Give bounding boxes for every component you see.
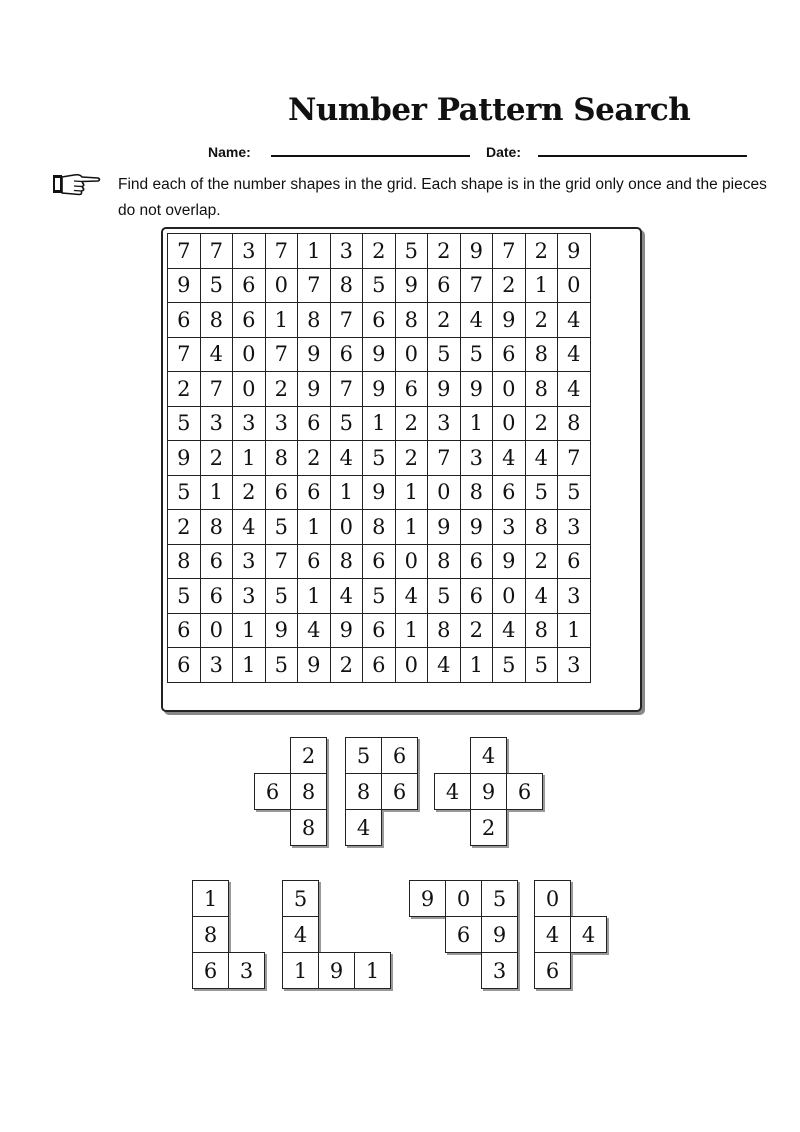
grid-cell[interactable]: 9 (168, 441, 201, 476)
grid-cell[interactable]: 5 (265, 648, 298, 683)
grid-cell[interactable]: 3 (493, 510, 526, 545)
grid-cell[interactable]: 2 (525, 303, 558, 338)
grid-cell[interactable]: 9 (428, 510, 461, 545)
grid-cell[interactable]: 8 (330, 268, 363, 303)
shape-7-cell: 4 (534, 916, 571, 953)
grid-cell[interactable]: 0 (493, 372, 526, 407)
name-field[interactable] (271, 155, 470, 157)
grid-cell[interactable]: 3 (558, 579, 591, 614)
grid-cell[interactable]: 7 (493, 234, 526, 269)
date-field[interactable] (538, 155, 747, 157)
grid-cell[interactable]: 3 (200, 406, 233, 441)
date-label: Date: (486, 144, 522, 160)
number-grid-table (167, 233, 591, 683)
grid-cell[interactable]: 3 (233, 579, 266, 614)
grid-cell[interactable]: 5 (363, 441, 396, 476)
grid-cell[interactable]: 0 (558, 268, 591, 303)
grid-cell[interactable]: 2 (395, 441, 428, 476)
grid-cell[interactable]: 9 (493, 303, 526, 338)
grid-cell[interactable]: 7 (168, 337, 201, 372)
grid-cell[interactable]: 9 (460, 234, 493, 269)
grid-cell[interactable]: 5 (395, 234, 428, 269)
grid-cell[interactable]: 8 (525, 510, 558, 545)
grid-cell[interactable]: 1 (233, 648, 266, 683)
grid-cell[interactable]: 4 (558, 303, 591, 338)
grid-cell[interactable]: 8 (330, 544, 363, 579)
grid-cell[interactable]: 2 (298, 441, 331, 476)
grid-row (168, 544, 591, 579)
grid-cell[interactable]: 4 (395, 579, 428, 614)
grid-cell[interactable]: 1 (298, 579, 331, 614)
grid-cell[interactable]: 2 (525, 406, 558, 441)
shape-5-cell: 1 (354, 952, 391, 989)
grid-cell[interactable]: 6 (428, 268, 461, 303)
grid-cell[interactable]: 9 (558, 234, 591, 269)
grid-cell[interactable]: 7 (265, 234, 298, 269)
grid-cell[interactable]: 0 (233, 337, 266, 372)
grid-cell[interactable]: 1 (233, 613, 266, 648)
grid-cell[interactable]: 2 (525, 234, 558, 269)
shape-1-cell: 8 (290, 773, 327, 810)
grid-cell[interactable]: 2 (428, 234, 461, 269)
grid-cell[interactable]: 6 (168, 648, 201, 683)
shape-5-cell: 1 (282, 952, 319, 989)
grid-cell[interactable]: 6 (363, 648, 396, 683)
grid-cell[interactable]: 6 (298, 544, 331, 579)
shape-5-cell: 4 (282, 916, 319, 953)
grid-cell[interactable]: 1 (460, 648, 493, 683)
grid-cell[interactable]: 4 (525, 579, 558, 614)
grid-cell[interactable]: 6 (233, 268, 266, 303)
shape-7-cell: 4 (570, 916, 607, 953)
grid-cell[interactable]: 5 (428, 337, 461, 372)
grid-cell[interactable]: 5 (363, 268, 396, 303)
grid-cell[interactable]: 4 (428, 648, 461, 683)
grid-cell[interactable]: 5 (265, 510, 298, 545)
shape-6-cell: 5 (481, 880, 518, 917)
grid-cell[interactable]: 8 (363, 510, 396, 545)
grid-cell[interactable]: 8 (460, 475, 493, 510)
grid-cell[interactable]: 2 (330, 648, 363, 683)
grid-cell[interactable]: 7 (330, 303, 363, 338)
grid-cell[interactable]: 8 (525, 613, 558, 648)
grid-cell[interactable]: 6 (395, 372, 428, 407)
grid-cell[interactable]: 3 (558, 648, 591, 683)
grid-cell[interactable]: 1 (395, 613, 428, 648)
grid-cell[interactable]: 6 (460, 544, 493, 579)
grid-cell[interactable]: 1 (330, 475, 363, 510)
grid-cell[interactable]: 7 (460, 268, 493, 303)
grid-cell[interactable]: 5 (200, 268, 233, 303)
grid-cell[interactable]: 8 (558, 406, 591, 441)
grid-cell[interactable]: 5 (330, 406, 363, 441)
name-label: Name: (208, 144, 251, 160)
grid-cell[interactable]: 0 (493, 406, 526, 441)
grid-cell[interactable]: 0 (233, 372, 266, 407)
shape-4-cell: 8 (192, 916, 229, 953)
shape-4-cell: 1 (192, 880, 229, 917)
grid-cell[interactable]: 2 (168, 372, 201, 407)
grid-cell[interactable]: 9 (298, 648, 331, 683)
grid-cell[interactable]: 8 (428, 544, 461, 579)
grid-cell[interactable]: 1 (233, 441, 266, 476)
grid-cell[interactable]: 0 (395, 337, 428, 372)
grid-cell[interactable]: 8 (168, 544, 201, 579)
grid-cell[interactable]: 8 (298, 303, 331, 338)
grid-cell[interactable]: 6 (265, 475, 298, 510)
grid-cell[interactable]: 7 (330, 372, 363, 407)
grid-cell[interactable]: 4 (525, 441, 558, 476)
grid-cell[interactable]: 2 (265, 372, 298, 407)
instructions-text: Find each of the number shapes in the grid. Each shape is in the grid only once and the pieces do not overlap. (118, 176, 767, 219)
shape-7-cell: 6 (534, 952, 571, 989)
grid-cell[interactable]: 6 (558, 544, 591, 579)
grid-row (168, 441, 591, 476)
grid-cell[interactable]: 7 (298, 268, 331, 303)
grid-cell[interactable]: 3 (233, 406, 266, 441)
grid-cell[interactable]: 8 (200, 303, 233, 338)
grid-cell[interactable]: 8 (265, 441, 298, 476)
grid-cell[interactable]: 8 (525, 337, 558, 372)
grid-cell[interactable]: 2 (460, 613, 493, 648)
grid-cell[interactable]: 3 (330, 234, 363, 269)
grid-cell[interactable]: 9 (265, 613, 298, 648)
grid-row (168, 510, 591, 545)
grid-cell[interactable]: 1 (460, 406, 493, 441)
grid-cell[interactable]: 6 (493, 475, 526, 510)
grid-cell[interactable]: 5 (265, 579, 298, 614)
grid-cell[interactable]: 3 (200, 648, 233, 683)
grid-cell[interactable]: 9 (330, 613, 363, 648)
grid-cell[interactable]: 7 (265, 337, 298, 372)
grid-cell[interactable]: 0 (395, 648, 428, 683)
grid-cell[interactable]: 3 (233, 234, 266, 269)
grid-cell[interactable]: 9 (395, 268, 428, 303)
shape-2-cell: 8 (345, 773, 382, 810)
shape-6-cell: 9 (409, 880, 446, 917)
grid-cell[interactable]: 8 (428, 613, 461, 648)
shape-4-cell: 6 (192, 952, 229, 989)
grid-row (168, 372, 591, 407)
grid-cell[interactable]: 7 (168, 234, 201, 269)
grid-cell[interactable]: 1 (525, 268, 558, 303)
grid-cell[interactable]: 4 (493, 441, 526, 476)
grid-cell[interactable]: 9 (493, 544, 526, 579)
grid-cell[interactable]: 5 (558, 475, 591, 510)
grid-cell[interactable]: 7 (428, 441, 461, 476)
grid-cell[interactable]: 4 (558, 337, 591, 372)
grid-row (168, 406, 591, 441)
shape-7-cell: 0 (534, 880, 571, 917)
shape-6-cell: 0 (445, 880, 482, 917)
shape-4-cell: 3 (228, 952, 265, 989)
grid-cell[interactable]: 4 (298, 613, 331, 648)
pointing-hand-icon (52, 171, 102, 197)
grid-row (168, 337, 591, 372)
grid-cell[interactable]: 7 (265, 544, 298, 579)
grid-cell[interactable]: 6 (330, 337, 363, 372)
number-grid (161, 227, 642, 712)
grid-cell[interactable]: 2 (493, 268, 526, 303)
grid-row (168, 303, 591, 338)
grid-cell[interactable]: 9 (363, 475, 396, 510)
grid-cell[interactable]: 0 (395, 544, 428, 579)
shape-5-cell: 5 (282, 880, 319, 917)
shape-2-cell: 6 (381, 773, 418, 810)
grid-cell[interactable]: 6 (200, 579, 233, 614)
grid-cell[interactable]: 3 (233, 544, 266, 579)
grid-cell[interactable]: 2 (200, 441, 233, 476)
shape-3-cell: 6 (506, 773, 543, 810)
grid-cell[interactable]: 1 (200, 475, 233, 510)
grid-cell[interactable]: 4 (330, 579, 363, 614)
grid-cell[interactable]: 3 (428, 406, 461, 441)
grid-cell[interactable]: 5 (525, 648, 558, 683)
grid-cell[interactable]: 2 (395, 406, 428, 441)
grid-cell[interactable]: 5 (168, 406, 201, 441)
grid-cell[interactable]: 7 (200, 234, 233, 269)
grid-cell[interactable]: 9 (363, 372, 396, 407)
grid-cell[interactable]: 9 (460, 372, 493, 407)
grid-cell[interactable]: 6 (460, 579, 493, 614)
shape-3-cell: 4 (434, 773, 471, 810)
grid-cell[interactable]: 0 (428, 475, 461, 510)
grid-cell[interactable]: 6 (363, 613, 396, 648)
shape-5-cell: 9 (318, 952, 355, 989)
grid-cell[interactable]: 7 (558, 441, 591, 476)
grid-row (168, 475, 591, 510)
shape-6-cell: 9 (481, 916, 518, 953)
grid-row (168, 579, 591, 614)
grid-cell[interactable]: 4 (200, 337, 233, 372)
grid-cell[interactable]: 4 (233, 510, 266, 545)
grid-row (168, 648, 591, 683)
grid-cell[interactable]: 4 (330, 441, 363, 476)
shape-3-cell: 4 (470, 737, 507, 774)
grid-cell[interactable]: 6 (168, 303, 201, 338)
shape-6-cell: 3 (481, 952, 518, 989)
grid-cell[interactable]: 5 (168, 579, 201, 614)
shape-1-cell: 2 (290, 737, 327, 774)
grid-cell[interactable]: 4 (493, 613, 526, 648)
grid-cell[interactable]: 6 (493, 337, 526, 372)
shape-1-cell: 6 (254, 773, 291, 810)
grid-cell[interactable]: 1 (558, 613, 591, 648)
grid-cell[interactable]: 8 (395, 303, 428, 338)
shape-2-cell: 5 (345, 737, 382, 774)
grid-cell[interactable]: 1 (395, 475, 428, 510)
grid-cell[interactable]: 5 (525, 475, 558, 510)
grid-cell[interactable]: 3 (265, 406, 298, 441)
grid-cell[interactable]: 9 (428, 372, 461, 407)
grid-cell[interactable]: 8 (200, 510, 233, 545)
shape-6-cell: 6 (445, 916, 482, 953)
grid-cell[interactable]: 2 (428, 303, 461, 338)
grid-cell[interactable]: 0 (265, 268, 298, 303)
grid-cell[interactable]: 6 (363, 544, 396, 579)
grid-cell[interactable]: 5 (363, 579, 396, 614)
grid-cell[interactable]: 6 (363, 303, 396, 338)
grid-cell[interactable]: 4 (558, 372, 591, 407)
grid-cell[interactable]: 2 (525, 544, 558, 579)
grid-row (168, 613, 591, 648)
grid-cell[interactable]: 5 (168, 475, 201, 510)
grid-cell[interactable]: 9 (363, 337, 396, 372)
grid-cell[interactable]: 9 (298, 337, 331, 372)
grid-cell[interactable]: 0 (200, 613, 233, 648)
shape-2-cell: 6 (381, 737, 418, 774)
grid-cell[interactable]: 9 (168, 268, 201, 303)
grid-cell[interactable]: 8 (525, 372, 558, 407)
shape-3-cell: 9 (470, 773, 507, 810)
grid-cell[interactable]: 6 (298, 406, 331, 441)
grid-cell[interactable]: 6 (233, 303, 266, 338)
grid-row (168, 234, 591, 269)
grid-cell[interactable]: 9 (460, 510, 493, 545)
shape-1-cell: 8 (290, 809, 327, 846)
grid-cell[interactable]: 1 (363, 406, 396, 441)
grid-row (168, 268, 591, 303)
shape-3-cell: 2 (470, 809, 507, 846)
grid-cell[interactable]: 5 (428, 579, 461, 614)
grid-cell[interactable]: 6 (200, 544, 233, 579)
page-title: Number Pattern Search (288, 92, 691, 128)
grid-cell[interactable]: 0 (493, 579, 526, 614)
grid-cell[interactable]: 3 (460, 441, 493, 476)
grid-cell[interactable]: 7 (200, 372, 233, 407)
grid-cell[interactable]: 1 (298, 510, 331, 545)
grid-cell[interactable]: 9 (298, 372, 331, 407)
grid-cell[interactable]: 4 (460, 303, 493, 338)
grid-cell[interactable]: 6 (298, 475, 331, 510)
grid-cell[interactable]: 1 (298, 234, 331, 269)
grid-cell[interactable]: 2 (233, 475, 266, 510)
grid-cell[interactable]: 5 (493, 648, 526, 683)
grid-cell[interactable]: 2 (363, 234, 396, 269)
grid-cell[interactable]: 5 (460, 337, 493, 372)
grid-cell[interactable]: 3 (558, 510, 591, 545)
shape-2-cell: 4 (345, 809, 382, 846)
grid-cell[interactable]: 2 (168, 510, 201, 545)
grid-cell[interactable]: 1 (265, 303, 298, 338)
grid-cell[interactable]: 1 (395, 510, 428, 545)
grid-cell[interactable]: 6 (168, 613, 201, 648)
grid-cell[interactable]: 0 (330, 510, 363, 545)
